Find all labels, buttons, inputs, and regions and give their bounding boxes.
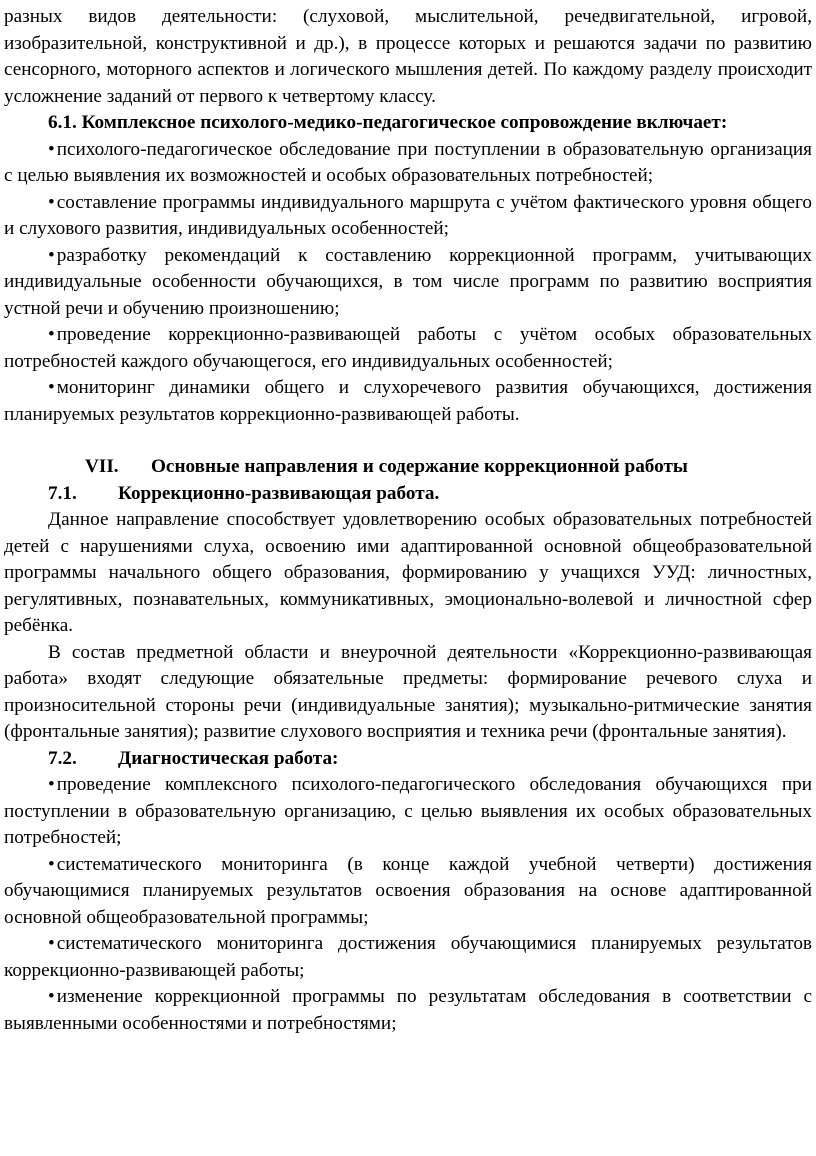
- list-item: • психолого-педагогическое обследование при поступлении в образовательную организация с целью выявления их возможностей и особых образовательных потребностей;: [4, 138, 812, 186]
- subsection-number: 7.2.: [48, 747, 77, 769]
- subsection-title: Диагностическая работа:: [118, 747, 339, 769]
- paragraph-7-1-b: В состав предметной области и внеурочной деятельности «Коррекционно-развивающая работа» входят следующие обязательные предметы: формирование речевого слуха и произносительной стороны речи (индивидуальные занятия); музыкально-ритмические занятия (фронтальные занятия); развитие слухового восприятия и техника речи (фронтальные занятия).: [4, 641, 812, 742]
- section-vii-heading: [4, 454, 812, 481]
- subsection-7-1-heading: [4, 481, 812, 508]
- bullet-mark: •: [48, 774, 55, 795]
- subsection-title: Коррекционно-развивающая работа.: [118, 482, 440, 504]
- bullet-mark: •: [48, 933, 55, 954]
- paragraph-7-1-a: Данное направление способствует удовлетворению особых образовательных потребностей детей с нарушениями слуха, освоению ими адаптированной основной общеобразовательной программы начального общего образования, формированию у учащихся УУД: личностных, регулятивных, познавательных, коммуникативных, эмоционально-волевой и личностной сфер ребёнка.: [4, 509, 812, 636]
- subsection-number: 7.1.: [48, 482, 77, 504]
- bullet-mark: •: [48, 324, 55, 345]
- list-item: • систематического мониторинга (в конце каждой учебной четверти) достижения обучающимися планируемых результатов освоения образования на основе адаптированной основной общеобразовательной программы;: [4, 853, 812, 928]
- bullet-mark: •: [48, 191, 55, 213]
- list-item: • мониторинг динамики общего и слухоречевого развития обучающихся, достижения планируемых результатов коррекционно-развивающей работы.: [4, 377, 812, 425]
- bullet-mark: •: [48, 377, 55, 398]
- bullet-mark: •: [48, 853, 55, 875]
- intro-paragraph: разных видов деятельности: (слуховой, мыслительной, речедвигательной, игровой, изобразительной, конструктивной и др.), в процессе которых и решаются задачи по развитию сенсорного, моторного аспектов и логического мышления детей. По каждому разделу происходит усложнение заданий от первого к четвертому классу.: [4, 6, 812, 107]
- list-item: • проведение комплексного психолого-педагогического обследования обучающихся при поступлении в образовательную организацию, с целью выявления их особых образовательных потребностей;: [4, 774, 812, 848]
- list-item: • проведение коррекционно-развивающей работы с учётом особых образовательных потребностей каждого обучающегося, его индивидуальных особенностей;: [4, 324, 812, 372]
- list-7-2: [4, 772, 812, 1037]
- bullet-mark: •: [48, 244, 55, 266]
- blank-line: [4, 428, 812, 454]
- list-item: • систематического мониторинга достижения обучающимися планируемых результатов коррекционно-развивающей работы;: [4, 933, 812, 981]
- bullet-mark: •: [48, 138, 55, 160]
- section-number: VII.: [85, 456, 119, 477]
- section-title: Основные направления и содержание коррекционной работы: [151, 456, 688, 477]
- list-item: • разработку рекомендаций к составлению коррекционной программ, учитывающих индивидуальные особенности обучающихся, в том числе программ по развитию восприятия устной речи и обучению произношению;: [4, 244, 812, 319]
- list-item: • изменение коррекционной программы по результатам обследования в соответствии с выявленными особенностями и потребностями;: [4, 986, 812, 1034]
- list-item: • составление программы индивидуального маршрута с учётом фактического уровня общего и слухового развития, индивидуальных особенностей;: [4, 191, 812, 239]
- bullet-mark: •: [48, 986, 55, 1007]
- subsection-7-2-heading: [4, 746, 812, 773]
- heading-6-1: 6.1. Комплексное психолого-медико-педагогическое сопровождение включает:: [48, 112, 728, 133]
- list-6-1: [4, 137, 812, 429]
